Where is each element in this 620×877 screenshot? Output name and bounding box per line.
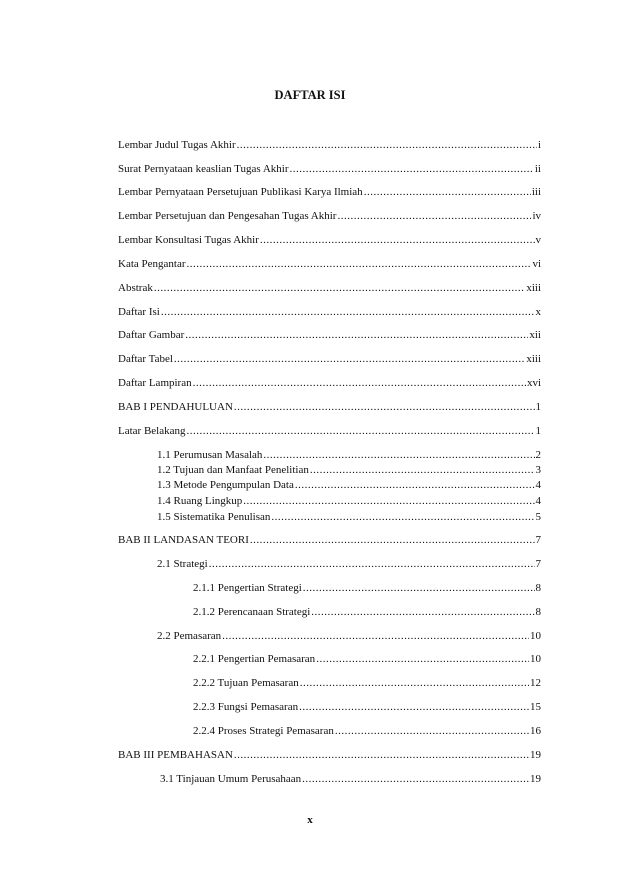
toc-leader (364, 185, 531, 199)
toc-label: Daftar Gambar (118, 329, 185, 341)
toc-entry[interactable] (118, 400, 541, 414)
toc-leader (250, 533, 535, 547)
toc-entry[interactable] (118, 305, 541, 319)
toc-page: xvi (526, 377, 541, 389)
toc-page: 4 (535, 495, 541, 507)
toc-entry[interactable] (118, 257, 541, 271)
toc-page: xiii (526, 353, 541, 365)
toc-label: Daftar Lampiran (118, 377, 192, 389)
toc-page: 3 (535, 464, 541, 476)
toc-page: xiii (526, 282, 541, 294)
toc-label: Lembar Persetujuan dan Pengesahan Tugas Akhir (118, 210, 337, 222)
toc-entry[interactable] (157, 448, 541, 462)
toc-leader (337, 209, 531, 223)
toc-label: 1.2 Tujuan dan Manfaat Penelitian (157, 464, 309, 476)
toc-leader (174, 352, 525, 366)
toc-leader (234, 400, 535, 414)
toc-entry[interactable] (118, 533, 541, 547)
toc-page: 19 (530, 749, 541, 761)
toc-entry[interactable] (157, 629, 541, 643)
toc-label: 2.2.3 Fungsi Pemasaran (193, 701, 299, 713)
toc-page: 8 (535, 606, 541, 618)
toc-leader (187, 257, 532, 271)
toc-leader (193, 376, 526, 390)
toc-page: 5 (535, 511, 541, 523)
toc-leader (263, 448, 534, 462)
toc-leader (289, 162, 533, 176)
toc-entry[interactable] (157, 510, 541, 524)
toc-leader (243, 494, 534, 508)
toc-label: Lembar Pernyataan Persetujuan Publikasi Karya Ilmiah (118, 186, 363, 198)
toc-page: iii (531, 186, 541, 198)
toc-leader (222, 629, 529, 643)
toc-page: vi (532, 258, 541, 270)
toc-leader (299, 700, 529, 714)
toc-label: BAB II LANDASAN TEORI (118, 534, 249, 546)
toc-leader (154, 281, 526, 295)
toc-entry[interactable] (118, 376, 541, 390)
toc-label: 2.1 Strategi (157, 558, 208, 570)
toc-leader (234, 748, 529, 762)
toc-leader (316, 652, 529, 666)
toc-entry[interactable] (157, 494, 541, 508)
page-number: x (307, 814, 313, 826)
toc-leader (187, 424, 535, 438)
toc-leader (185, 328, 528, 342)
toc-leader (302, 772, 529, 786)
toc-leader (310, 463, 535, 477)
toc-label: 2.1.2 Perencanaan Strategi (193, 606, 311, 618)
page-title: DAFTAR ISI (274, 88, 346, 102)
toc-label: BAB III PEMBAHASAN (118, 749, 233, 761)
toc-entry[interactable] (160, 772, 541, 786)
toc-entry[interactable] (193, 700, 541, 714)
toc-label: BAB I PENDAHULUAN (118, 401, 233, 413)
toc-page: xii (529, 329, 541, 341)
toc-entry[interactable] (118, 162, 541, 176)
toc-page: 2 (535, 449, 541, 461)
toc-label: 1.1 Perumusan Masalah (157, 449, 263, 461)
toc-label: Daftar Isi (118, 306, 160, 318)
toc-entry[interactable] (118, 209, 541, 223)
toc-label: 2.2 Pemasaran (157, 630, 222, 642)
toc-entry[interactable] (157, 478, 541, 492)
toc-label: 2.2.2 Tujuan Pemasaran (193, 677, 299, 689)
toc-entry[interactable] (118, 185, 541, 199)
toc-entry[interactable] (118, 352, 541, 366)
toc-label: 1.5 Sistematika Penulisan (157, 511, 271, 523)
toc-entry[interactable] (118, 424, 541, 438)
toc-page: 12 (530, 677, 541, 689)
toc-leader (295, 478, 535, 492)
toc-page: 8 (535, 582, 541, 594)
toc-page: 15 (530, 701, 541, 713)
toc-label: Abstrak (118, 282, 153, 294)
toc-label: Lembar Judul Tugas Akhir (118, 139, 236, 151)
toc-label: 2.1.1 Pengertian Strategi (193, 582, 302, 594)
toc-entry[interactable] (118, 138, 541, 152)
toc-leader (311, 605, 534, 619)
toc-leader (300, 676, 529, 690)
toc-page: ii (534, 163, 541, 175)
toc-page: 1 (535, 425, 541, 437)
toc-page: 10 (530, 630, 541, 642)
toc-page: 16 (530, 725, 541, 737)
toc-label: 1.4 Ruang Lingkup (157, 495, 243, 507)
toc-leader (335, 724, 529, 738)
toc-leader (209, 557, 535, 571)
toc-entry[interactable] (118, 233, 541, 247)
toc-page: 7 (535, 558, 541, 570)
toc-entry[interactable] (157, 557, 541, 571)
toc-label: 3.1 Tinjauan Umum Perusahaan (160, 773, 302, 785)
toc-entry[interactable] (118, 281, 541, 295)
toc-entry[interactable] (193, 581, 541, 595)
toc-entry[interactable] (157, 463, 541, 477)
toc-page: x (535, 306, 541, 318)
toc-label: Lembar Konsultasi Tugas Akhir (118, 234, 259, 246)
toc-page: 4 (535, 479, 541, 491)
toc-label: Daftar Tabel (118, 353, 173, 365)
toc-page: 7 (535, 534, 541, 546)
toc-label: 1.3 Metode Pengumpulan Data (157, 479, 294, 491)
toc-entry[interactable] (118, 328, 541, 342)
toc-page: 1 (535, 401, 541, 413)
toc-page: i (537, 139, 541, 151)
toc-page: 10 (530, 653, 541, 665)
toc-page: v (535, 234, 541, 246)
toc-label: 2.2.1 Pengertian Pemasaran (193, 653, 316, 665)
toc-entry[interactable] (193, 605, 541, 619)
toc-label: Kata Pengantar (118, 258, 186, 270)
toc-leader (271, 510, 534, 524)
toc-entry[interactable] (193, 676, 541, 690)
toc-leader (161, 305, 535, 319)
toc-entry[interactable] (118, 748, 541, 762)
toc-label: Surat Pernyataan keaslian Tugas Akhir (118, 163, 289, 175)
toc-label: 2.2.4 Proses Strategi Pemasaran (193, 725, 334, 737)
toc-page: 19 (530, 773, 541, 785)
toc-leader (260, 233, 535, 247)
toc-leader (303, 581, 535, 595)
toc-leader (237, 138, 537, 152)
toc-label: Latar Belakang (118, 425, 186, 437)
toc-entry[interactable] (193, 652, 541, 666)
toc-entry[interactable] (193, 724, 541, 738)
toc-page: iv (532, 210, 541, 222)
